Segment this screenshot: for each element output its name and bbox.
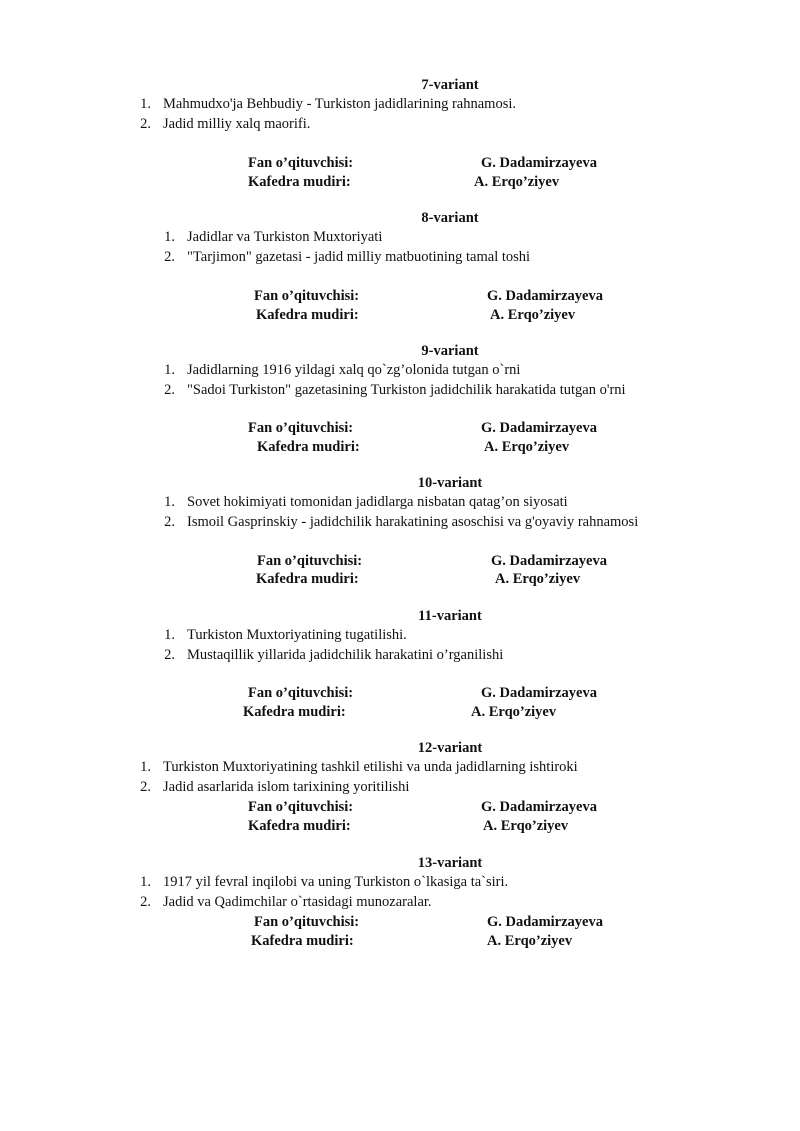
list-text: "Tarjimon" gazetasi - jadid milliy matbuotining tamal toshi: [187, 249, 531, 265]
list-text: Jadidlar va Turkiston Muxtoriyati: [187, 229, 383, 245]
list-number: 2.: [140, 116, 151, 132]
teacher-label: Fan o’qituvchisi:: [248, 799, 354, 815]
variant-title: 7-variant: [421, 77, 479, 93]
head-label: Kafedra mudiri:: [256, 571, 359, 587]
list-text: Jadid va Qadimchilar o`rtasidagi munozaralar.: [163, 894, 432, 910]
list-text: Turkiston Muxtoriyatining tashkil etilishi va unda jadidlarning ishtiroki: [163, 759, 578, 775]
head-label: Kafedra mudiri:: [248, 818, 351, 834]
list-text: Jadidlarning 1916 yildagi xalq qo`zg’olonida tutgan o`rni: [187, 362, 521, 378]
head-name: A. Erqo’ziyev: [495, 571, 581, 587]
teacher-label: Fan o’qituvchisi:: [254, 288, 360, 304]
variant-title: 9-variant: [421, 343, 479, 359]
head-name: A. Erqo’ziyev: [484, 439, 570, 455]
list-text: Mahmudxo'ja Behbudiy - Turkiston jadidlarining rahnamosi.: [163, 96, 517, 112]
list-text: Jadid asarlarida islom tarixining yoritilishi: [163, 779, 410, 795]
list-number: 2.: [164, 382, 175, 398]
list-number: 1.: [140, 759, 151, 775]
teacher-label: Fan o’qituvchisi:: [248, 155, 354, 171]
teacher-label: Fan o’qituvchisi:: [257, 553, 363, 569]
list-text: Mustaqillik yillarida jadidchilik harakatini o’rganilishi: [187, 647, 504, 663]
list-number: 2.: [164, 249, 175, 265]
list-number: 1.: [164, 229, 175, 245]
head-name: A. Erqo’ziyev: [490, 307, 576, 323]
variant-title: 8-variant: [421, 210, 479, 226]
teacher-name: G. Dadamirzayeva: [487, 288, 603, 304]
teacher-name: G. Dadamirzayeva: [481, 155, 597, 171]
head-label: Kafedra mudiri:: [248, 174, 351, 190]
list-number: 2.: [164, 514, 175, 530]
list-number: 1.: [140, 96, 151, 112]
variant-title: 13-variant: [417, 855, 483, 871]
head-name: A. Erqo’ziyev: [471, 704, 557, 720]
head-label: Kafedra mudiri:: [256, 307, 359, 323]
list-number: 2.: [140, 779, 151, 795]
teacher-label: Fan o’qituvchisi:: [248, 420, 354, 436]
list-number: 1.: [164, 494, 175, 510]
list-text: Ismoil Gasprinskiy - jadidchilik harakatining asoschisi va g'oyaviy rahnamosi: [187, 514, 639, 530]
head-name: A. Erqo’ziyev: [487, 933, 573, 949]
head-name: A. Erqo’ziyev: [474, 174, 560, 190]
teacher-name: G. Dadamirzayeva: [481, 799, 597, 815]
list-number: 2.: [164, 647, 175, 663]
head-label: Kafedra mudiri:: [257, 439, 360, 455]
teacher-name: G. Dadamirzayeva: [481, 420, 597, 436]
list-text: Turkiston Muxtoriyatining tugatilishi.: [187, 627, 407, 643]
variant-title: 10-variant: [417, 475, 483, 491]
teacher-name: G. Dadamirzayeva: [487, 914, 603, 930]
list-text: 1917 yil fevral inqilobi va uning Turkiston o`lkasiga ta`siri.: [163, 874, 509, 890]
teacher-name: G. Dadamirzayeva: [491, 553, 607, 569]
list-number: 1.: [164, 362, 175, 378]
list-number: 1.: [164, 627, 175, 643]
list-text: Sovet hokimiyati tomonidan jadidlarga nisbatan qatag’on siyosati: [187, 494, 568, 510]
teacher-name: G. Dadamirzayeva: [481, 685, 597, 701]
variant-title: 12-variant: [417, 740, 483, 756]
variant-title: 11-variant: [418, 608, 482, 624]
teacher-label: Fan o’qituvchisi:: [248, 685, 354, 701]
list-number: 1.: [140, 874, 151, 890]
teacher-label: Fan o’qituvchisi:: [254, 914, 360, 930]
list-number: 2.: [140, 894, 151, 910]
list-text: Jadid milliy xalq maorifi.: [163, 116, 311, 132]
head-name: A. Erqo’ziyev: [483, 818, 569, 834]
head-label: Kafedra mudiri:: [251, 933, 354, 949]
list-text: "Sadoi Turkiston" gazetasining Turkiston jadidchilik harakatida tutgan o'rni: [187, 382, 626, 398]
head-label: Kafedra mudiri:: [243, 704, 346, 720]
